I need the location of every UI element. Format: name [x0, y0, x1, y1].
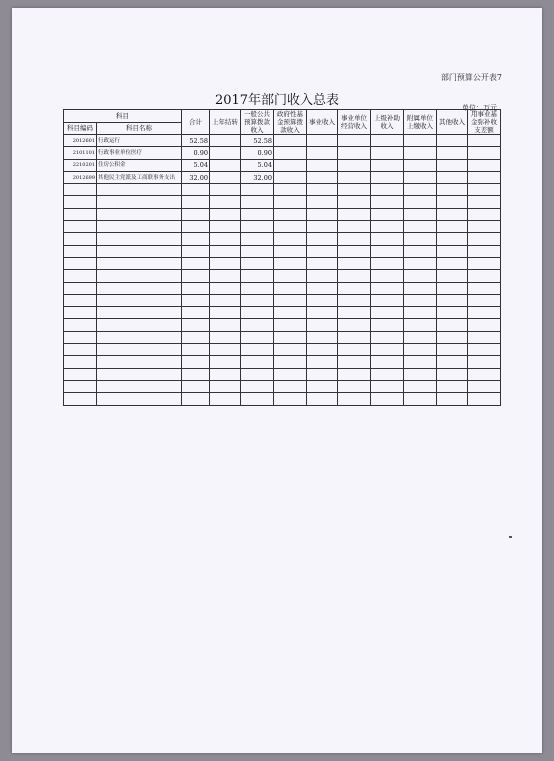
header-subject: 科目	[64, 110, 182, 123]
table-row	[64, 147, 501, 159]
page-title: 2017年部门收入总表	[214, 93, 340, 108]
empty-table-row	[64, 307, 501, 319]
carryover-value	[210, 135, 241, 147]
empty-table-row	[64, 270, 501, 282]
empty-table-row	[64, 245, 501, 257]
header-business-income: 事业收入	[307, 110, 338, 135]
table-row	[64, 171, 501, 183]
empty-table-row	[64, 257, 501, 269]
table-row	[64, 159, 501, 171]
header-business-unit-operating: 事业单位经营收入	[338, 110, 371, 135]
empty-table-row	[64, 184, 501, 196]
subject-code: 2012699	[64, 171, 97, 183]
header-gov-fund-budget: 政府性基金预算拨款收入	[274, 110, 307, 135]
subject-name: 其他民主党派及工商联事务支出	[97, 171, 182, 183]
header-other-income: 其他收入	[437, 110, 468, 135]
empty-table-row	[64, 380, 501, 392]
header-higher-subsidy: 上级补助收入	[371, 110, 404, 135]
general-budget-value: 0.90	[241, 147, 274, 159]
empty-table-row	[64, 368, 501, 380]
total-value: 52.58	[182, 135, 210, 147]
unit-label: 单位：万元	[462, 104, 497, 112]
header-subject-name: 科目名称	[97, 122, 182, 135]
empty-table-row	[64, 356, 501, 368]
empty-table-row	[64, 331, 501, 343]
header-carryover: 上年结转	[210, 110, 241, 135]
empty-rows	[64, 184, 501, 405]
empty-table-row	[64, 319, 501, 331]
general-budget-value: 5.04	[241, 159, 274, 171]
table-row	[64, 135, 501, 147]
empty-table-row	[64, 344, 501, 356]
subject-name: 行政事业单位医疗	[97, 147, 182, 159]
total-value: 0.90	[182, 147, 210, 159]
subject-code: 2012601	[64, 135, 97, 147]
header-total: 合计	[182, 110, 210, 135]
empty-table-row	[64, 233, 501, 245]
subject-name: 住房公积金	[97, 159, 182, 171]
scan-mark	[509, 536, 512, 538]
header-fund-balance: 用事业基金弥补收支差额	[468, 110, 501, 135]
subject-code: 2101101	[64, 147, 97, 159]
header-subject-code: 科目编码	[64, 122, 97, 135]
empty-table-row	[64, 208, 501, 220]
carryover-value	[210, 159, 241, 171]
empty-table-row	[64, 221, 501, 233]
subject-name: 行政运行	[97, 135, 182, 147]
document-page	[12, 8, 542, 753]
carryover-value	[210, 147, 241, 159]
general-budget-value: 52.58	[241, 135, 274, 147]
total-value: 32.00	[182, 171, 210, 183]
form-code: 部门预算公开表7	[440, 73, 502, 82]
subject-code: 2210201	[64, 159, 97, 171]
header-affiliated-unit: 附属单位上缴收入	[404, 110, 437, 135]
empty-table-row	[64, 196, 501, 208]
income-table	[63, 109, 501, 406]
total-value: 5.04	[182, 159, 210, 171]
empty-table-row	[64, 282, 501, 294]
header-general-public-budget: 一般公共预算拨款收入	[241, 110, 274, 135]
carryover-value	[210, 171, 241, 183]
general-budget-value: 32.00	[241, 171, 274, 183]
empty-table-row	[64, 393, 501, 405]
empty-table-row	[64, 294, 501, 306]
